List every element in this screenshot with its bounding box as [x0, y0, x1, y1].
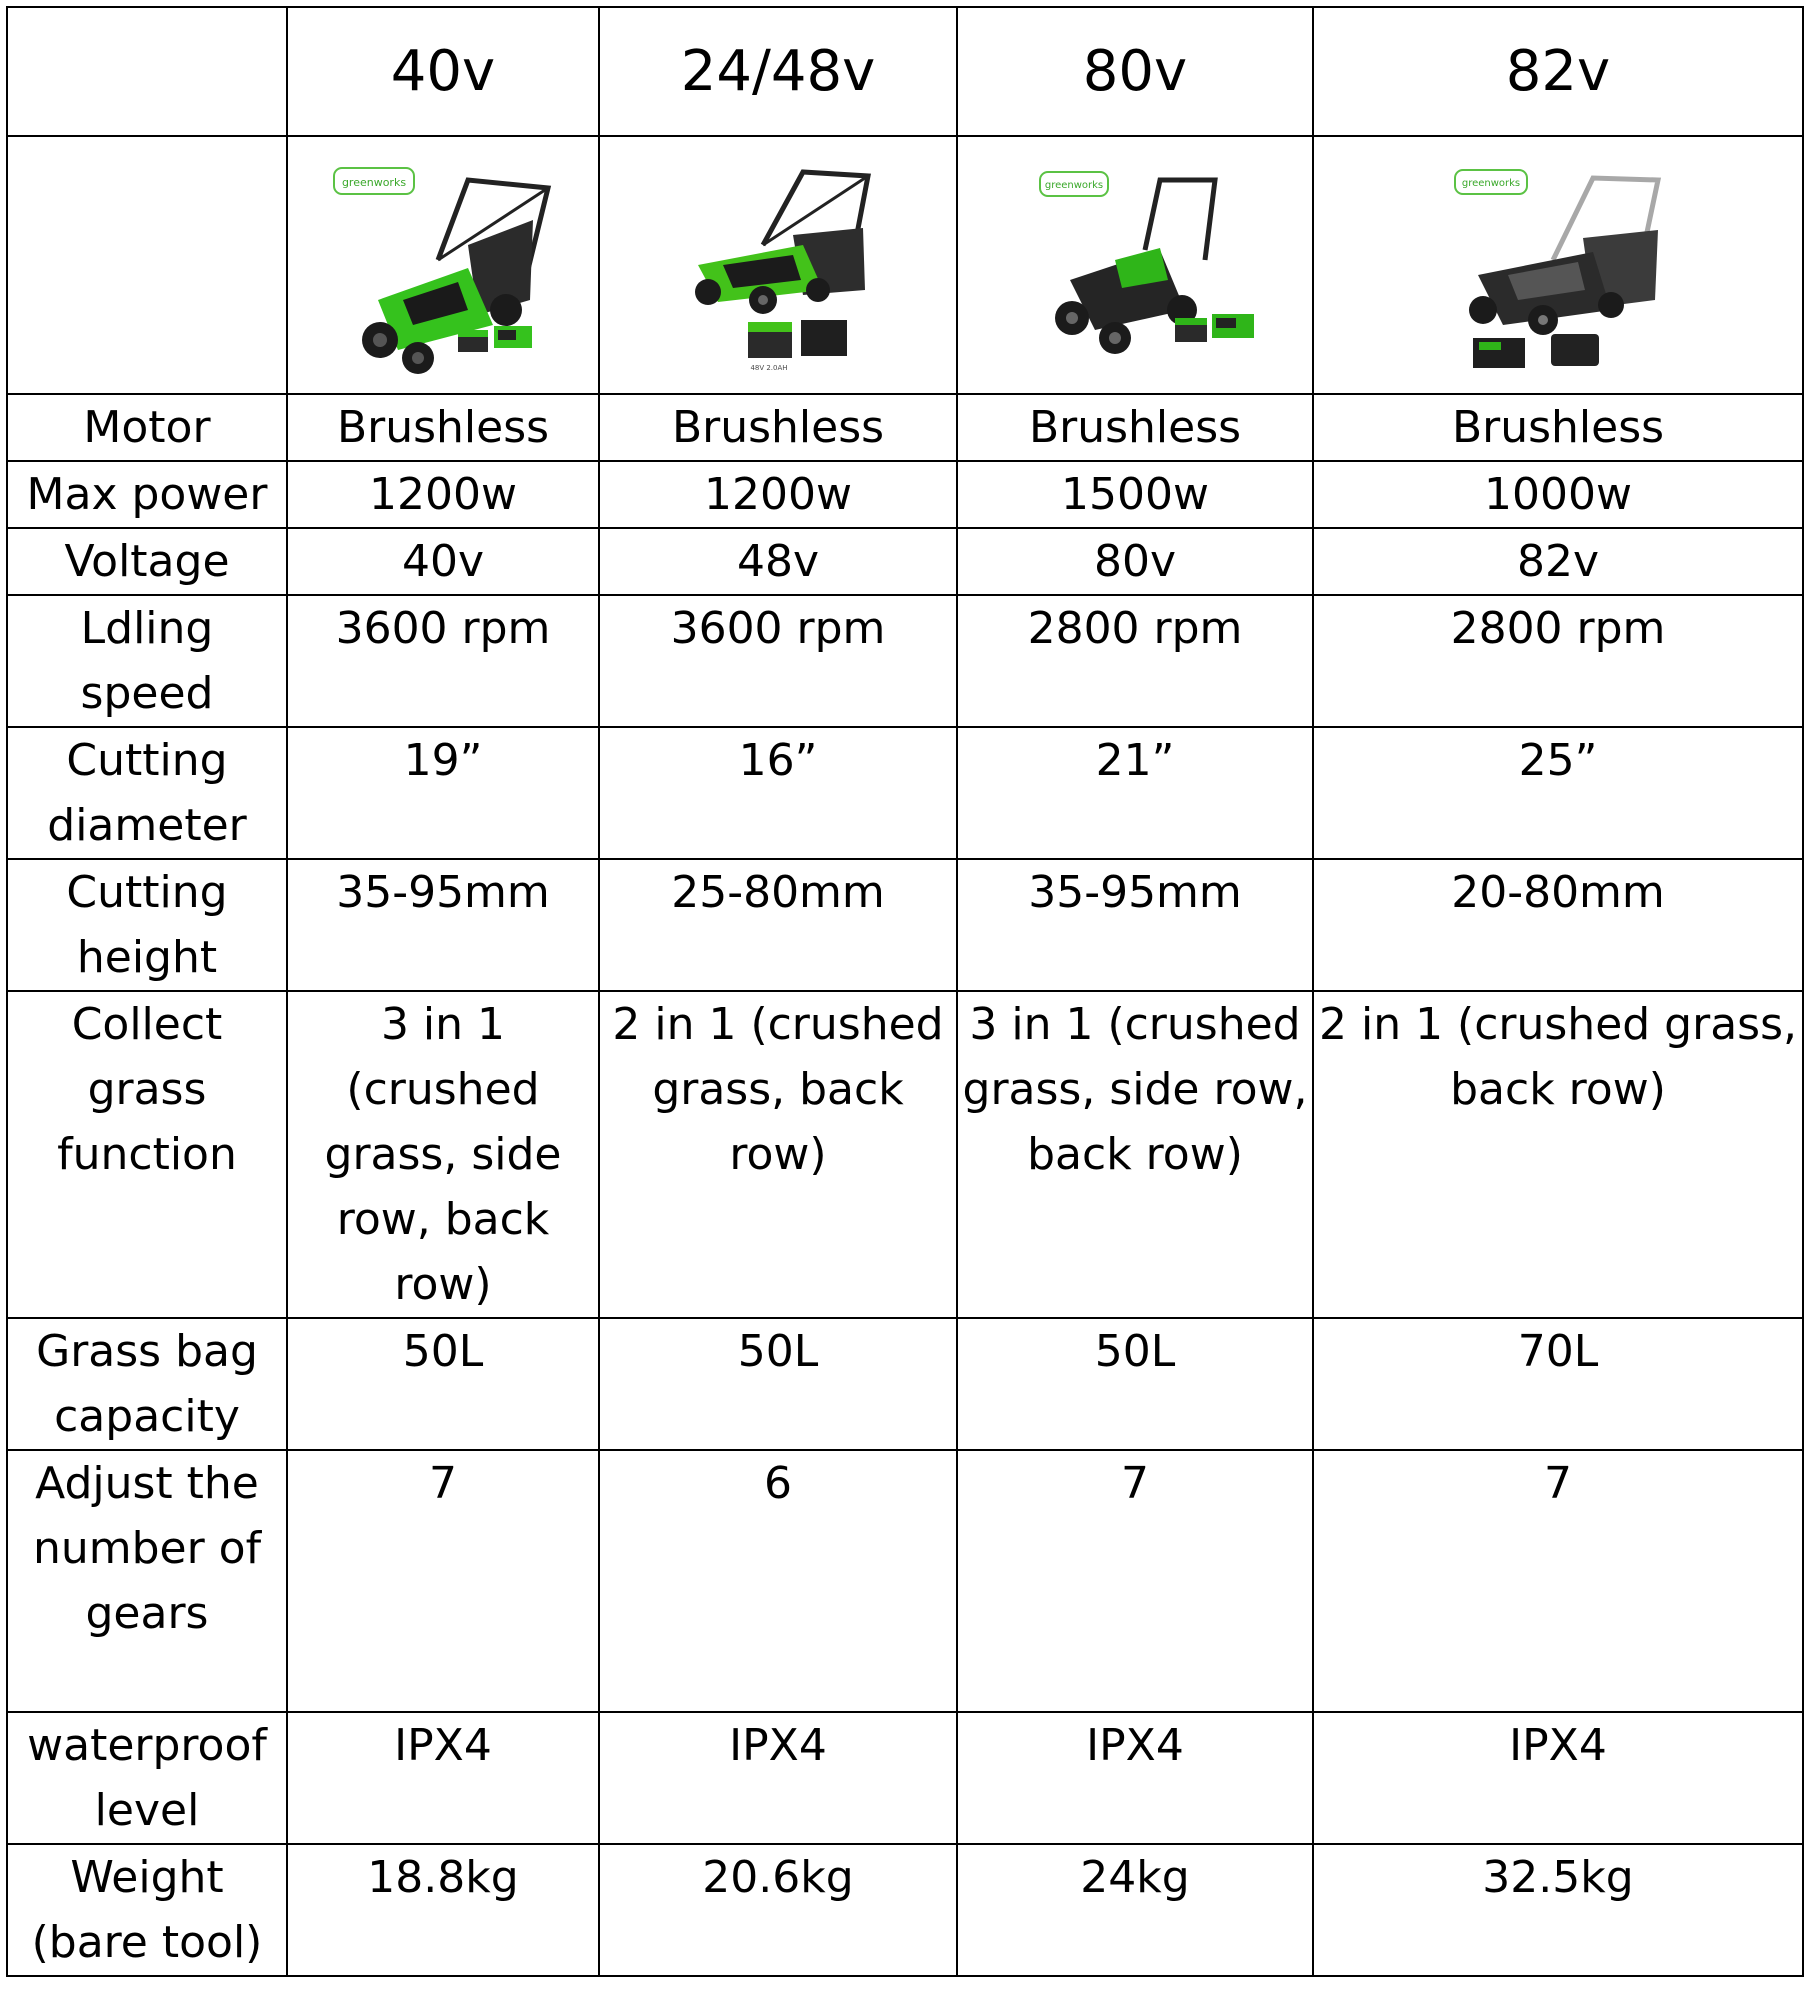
black-green-self-propelled-lawn-mower-icon [1010, 150, 1260, 380]
product-image-cell [957, 136, 1313, 394]
row-label: Voltage [7, 528, 287, 595]
spec-row [7, 859, 1803, 991]
column-header: 80v [957, 7, 1313, 136]
spec-cell: 25-80mm [599, 859, 957, 991]
spec-cell: 70L [1313, 1318, 1803, 1450]
spec-cell: 82v [1313, 528, 1803, 595]
image-row [7, 136, 1803, 394]
spec-cell: 7 [957, 1450, 1313, 1712]
product-image-cell [599, 136, 957, 394]
spec-cell: 1200w [599, 461, 957, 528]
spec-cell: 25” [1313, 727, 1803, 859]
spec-row [7, 1712, 1803, 1844]
spec-row [7, 727, 1803, 859]
header-row [7, 7, 1803, 136]
comparison-table [6, 6, 1804, 1977]
spec-cell: 3 in 1 (crushed grass, side row, back row) [287, 991, 599, 1318]
spec-row [7, 461, 1803, 528]
spec-cell: 32.5kg [1313, 1844, 1803, 1976]
spec-cell: 7 [1313, 1450, 1803, 1712]
spec-cell: Brushless [287, 394, 599, 461]
spec-cell: IPX4 [957, 1712, 1313, 1844]
spec-cell: 50L [287, 1318, 599, 1450]
spec-cell: IPX4 [599, 1712, 957, 1844]
row-label: Ldling speed [7, 595, 287, 727]
spec-row [7, 1844, 1803, 1976]
row-label: waterproof level [7, 1712, 287, 1844]
spec-cell: 1000w [1313, 461, 1803, 528]
row-label: Adjust the number of gears [7, 1450, 287, 1712]
product-image-cell [287, 136, 599, 394]
row-label: Collect grass function [7, 991, 287, 1318]
spec-cell: 16” [599, 727, 957, 859]
spec-cell: 7 [287, 1450, 599, 1712]
spec-cell: 50L [599, 1318, 957, 1450]
logo-text: greenworks [341, 176, 407, 189]
row-label: Cutting height [7, 859, 287, 991]
spec-cell: 2800 rpm [957, 595, 1313, 727]
spec-cell: 3600 rpm [599, 595, 957, 727]
green-lawn-mower-with-battery-and-charger-icon [318, 150, 568, 380]
spec-cell: 19” [287, 727, 599, 859]
spec-cell: 24kg [957, 1844, 1313, 1976]
spec-cell: Brushless [1313, 394, 1803, 461]
spec-cell: 21” [957, 727, 1313, 859]
column-header: 24/48v [599, 7, 957, 136]
spec-cell: 35-95mm [287, 859, 599, 991]
column-header: 40v [287, 7, 599, 136]
logo-text: greenworks [1044, 180, 1104, 191]
spec-row [7, 991, 1803, 1318]
spec-cell: 20-80mm [1313, 859, 1803, 991]
spec-cell: IPX4 [287, 1712, 599, 1844]
logo-text: greenworks [1461, 178, 1521, 189]
black-grey-lawn-mower-with-battery-and-charger-icon [1433, 150, 1683, 380]
spec-cell: 3600 rpm [287, 595, 599, 727]
spec-cell: 1500w [957, 461, 1313, 528]
row-label: Weight (bare tool) [7, 1844, 287, 1976]
row-label: Max power [7, 461, 287, 528]
spec-row [7, 1450, 1803, 1712]
spec-cell: 48v [599, 528, 957, 595]
spec-row [7, 394, 1803, 461]
spec-cell: 80v [957, 528, 1313, 595]
spec-row [7, 1318, 1803, 1450]
corner-cell [7, 136, 287, 394]
spec-cell: 1200w [287, 461, 599, 528]
row-label: Motor [7, 394, 287, 461]
product-image-cell [1313, 136, 1803, 394]
spec-cell: IPX4 [1313, 1712, 1803, 1844]
spec-cell: 18.8kg [287, 1844, 599, 1976]
row-label: Cutting diameter [7, 727, 287, 859]
row-label: Grass bag capacity [7, 1318, 287, 1450]
spec-sheet [6, 6, 1804, 1977]
spec-row [7, 528, 1803, 595]
spec-row [7, 595, 1803, 727]
spec-cell: 20.6kg [599, 1844, 957, 1976]
corner-cell [7, 7, 287, 136]
spec-cell: 40v [287, 528, 599, 595]
column-header: 82v [1313, 7, 1803, 136]
spec-cell: 2 in 1 (crushed grass, back row) [599, 991, 957, 1318]
spec-cell: 35-95mm [957, 859, 1313, 991]
spec-cell: Brushless [599, 394, 957, 461]
battery-text: 48V 2.0AH [750, 364, 788, 372]
green-compact-lawn-mower-with-battery-and-charger-icon [653, 150, 903, 380]
spec-cell: 2 in 1 (crushed grass, back row) [1313, 991, 1803, 1318]
spec-cell: 2800 rpm [1313, 595, 1803, 727]
spec-cell: 6 [599, 1450, 957, 1712]
spec-cell: 50L [957, 1318, 1313, 1450]
spec-cell: 3 in 1 (crushed grass, side row, back row) [957, 991, 1313, 1318]
spec-cell: Brushless [957, 394, 1313, 461]
